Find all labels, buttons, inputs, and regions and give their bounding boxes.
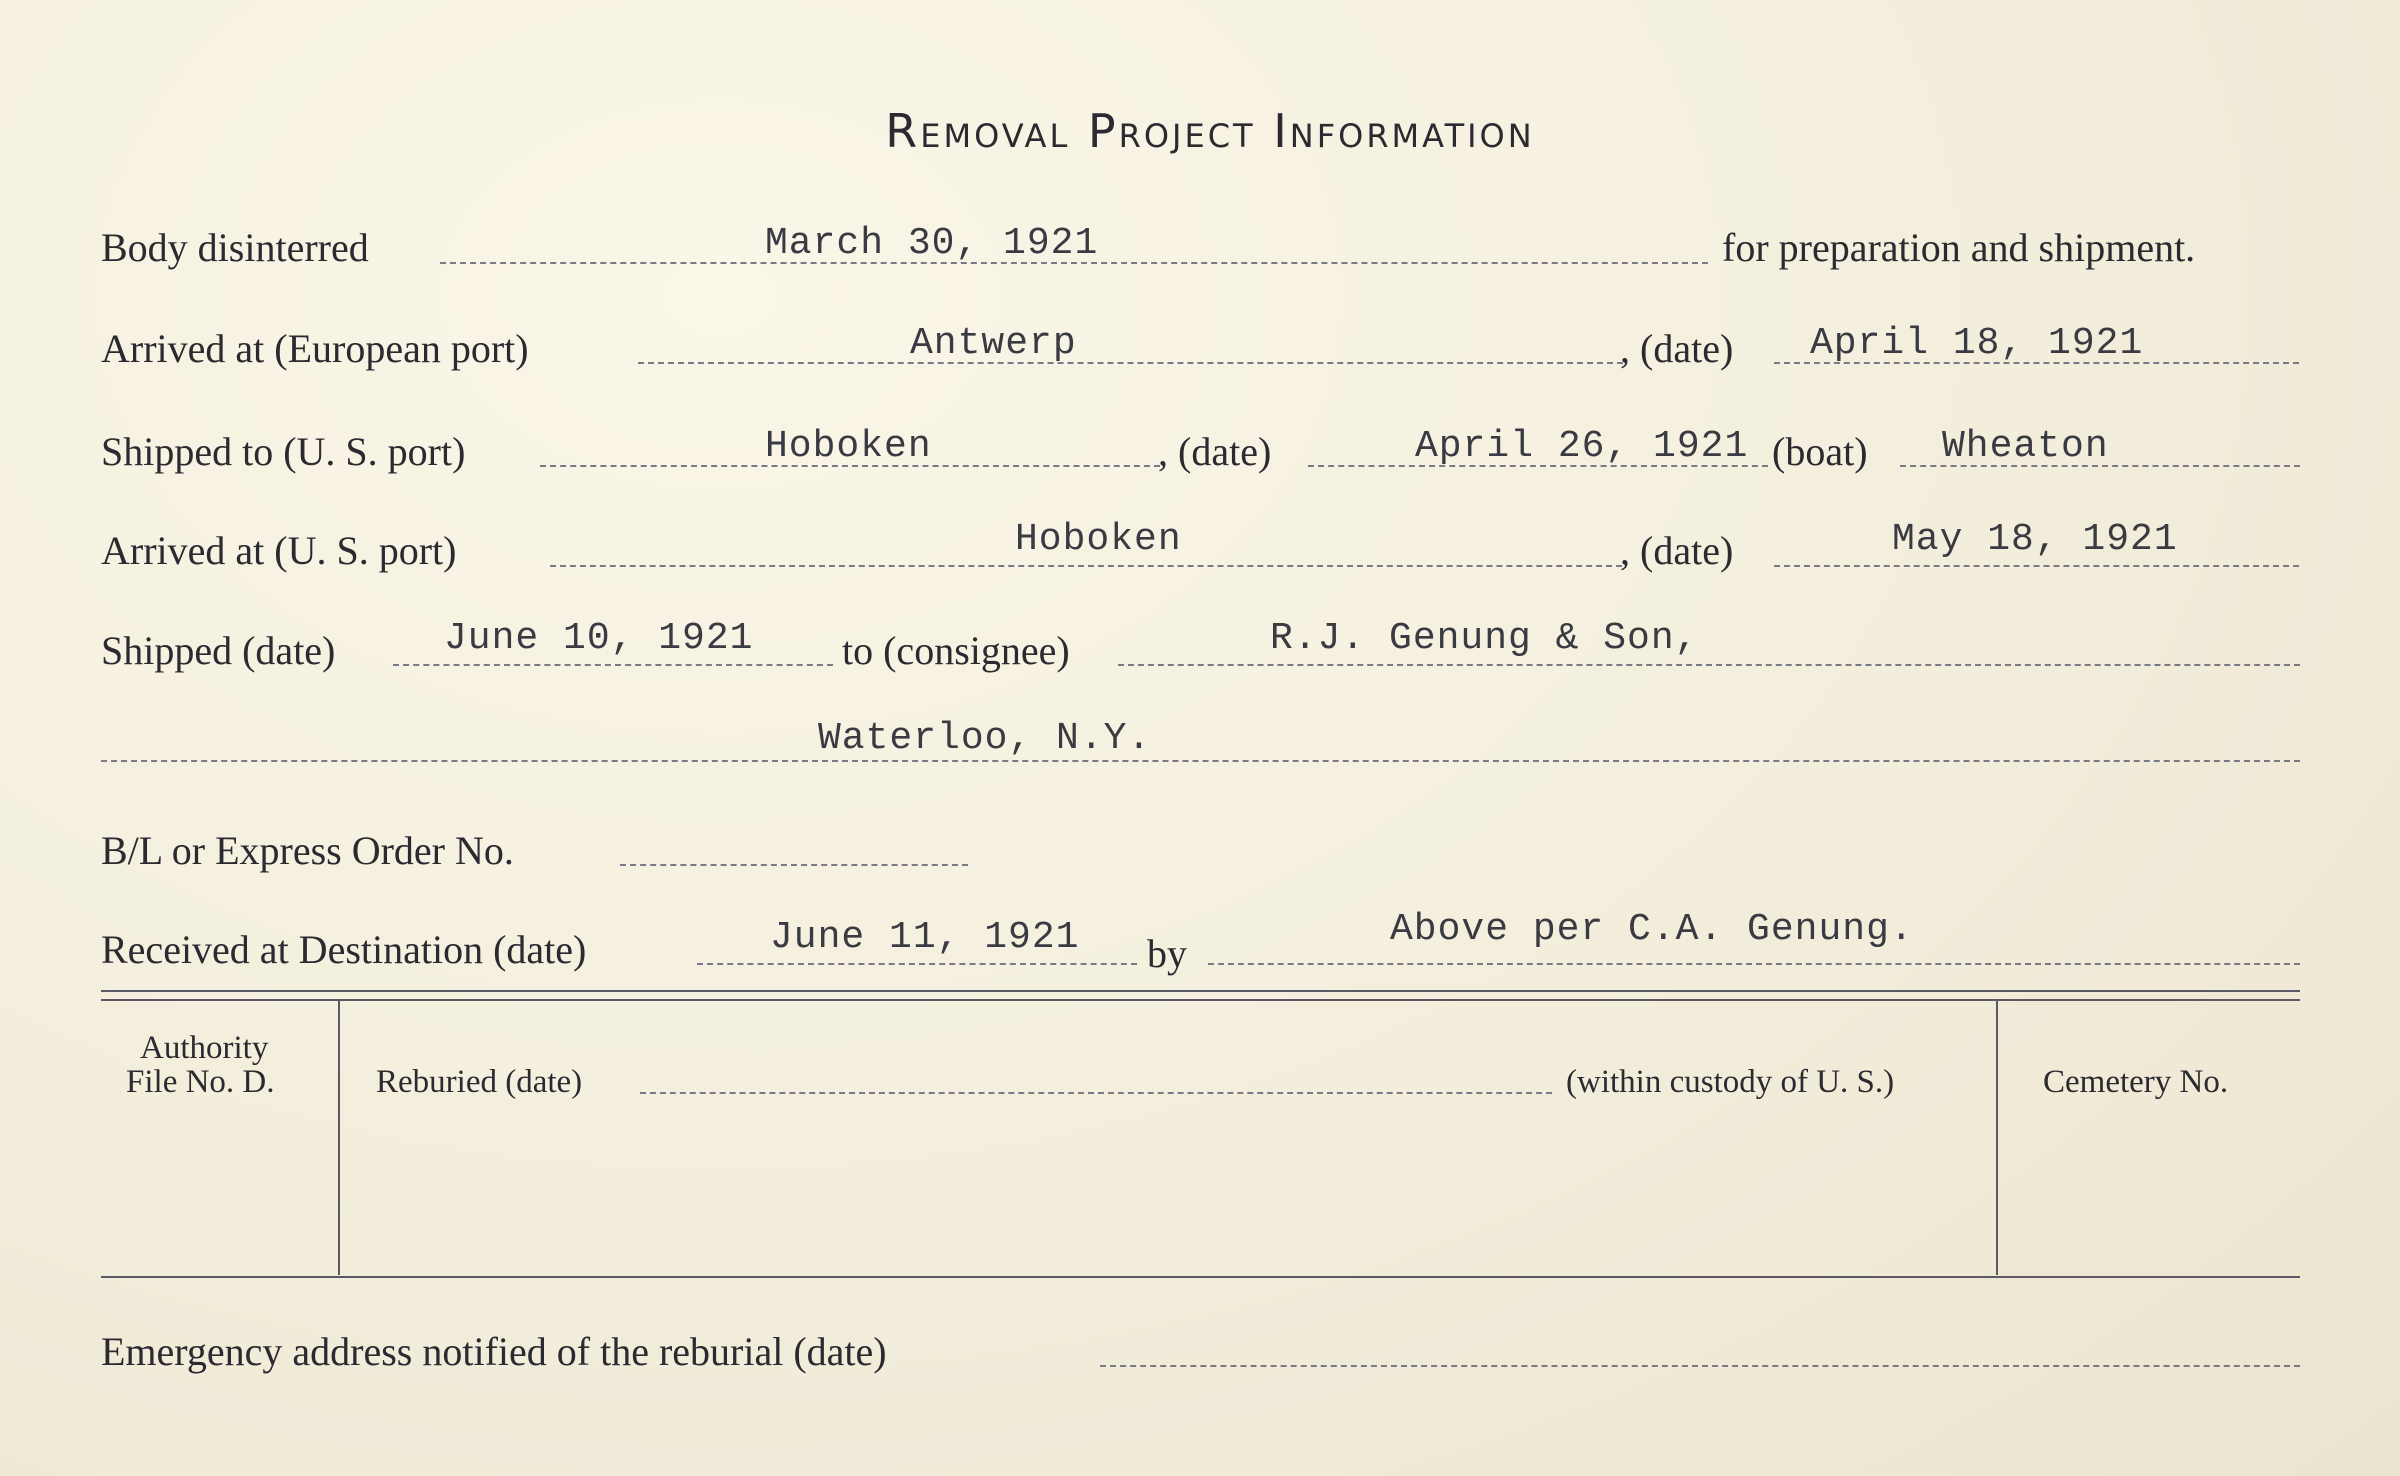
arrived-us-date-line: [1774, 565, 2299, 567]
emergency-line: [1100, 1365, 2300, 1367]
box-top-rule-1: [101, 990, 2300, 992]
box-top-rule-2: [101, 999, 2300, 1001]
authority-label-1: Authority: [140, 1030, 269, 1066]
shipped-us-port: Hoboken: [765, 425, 932, 468]
authority-label-2: File No. D.: [126, 1064, 275, 1100]
received-by-line: [1208, 963, 2300, 965]
received-date-line: [697, 963, 1137, 965]
address-line: [101, 760, 2300, 762]
card-title: Removal Project Information: [885, 104, 1535, 158]
disinterred-suffix: for preparation and shipment.: [1722, 225, 2196, 270]
reburied-line: [640, 1092, 1552, 1094]
shipped-label: Shipped (date): [101, 628, 336, 673]
received-date: June 11, 1921: [770, 916, 1080, 959]
cemetery-label: Cemetery No.: [2043, 1064, 2229, 1100]
disinterred-value: March 30, 1921: [765, 222, 1099, 265]
received-by: Above per C.A. Genung.: [1390, 908, 1914, 951]
arrived-us-line: [550, 565, 1622, 567]
shipped-date: June 10, 1921: [444, 617, 754, 660]
boat-label: (boat): [1772, 429, 1868, 474]
emergency-label: Emergency address notified of the reburial (date): [101, 1329, 887, 1374]
consignee-address: Waterloo, N.Y.: [818, 717, 1152, 760]
shipped-date-line: [393, 664, 833, 666]
received-by-label: by: [1147, 931, 1187, 976]
bl-line: [620, 864, 968, 866]
disinterred-label: Body disinterred: [101, 225, 369, 270]
arrived-europe-line: [638, 362, 1623, 364]
shipped-us-label: Shipped to (U. S. port): [101, 429, 466, 474]
arrived-europe-date-label: , (date): [1620, 326, 1734, 371]
box-divider-left: [338, 1001, 340, 1275]
arrived-europe-label: Arrived at (European port): [101, 326, 529, 371]
shipped-us-date-label: , (date): [1158, 429, 1272, 474]
arrived-us-port: Hoboken: [1015, 518, 1182, 561]
received-label: Received at Destination (date): [101, 927, 587, 972]
box-divider-right: [1996, 1001, 1998, 1275]
arrived-us-date: May 18, 1921: [1892, 518, 2178, 561]
consignee-label: to (consignee): [842, 628, 1070, 673]
reburied-label: Reburied (date): [376, 1064, 583, 1100]
bl-label: B/L or Express Order No.: [101, 828, 514, 873]
arrived-europe-port: Antwerp: [910, 322, 1077, 365]
shipped-us-date: April 26, 1921: [1415, 425, 1749, 468]
consignee-line: [1118, 664, 2300, 666]
arrived-us-date-label: , (date): [1620, 528, 1734, 573]
boat-value: Wheaton: [1942, 425, 2109, 468]
box-bottom-rule: [101, 1276, 2300, 1278]
arrived-us-label: Arrived at (U. S. port): [101, 528, 457, 573]
custody-label: (within custody of U. S.): [1566, 1064, 1895, 1100]
consignee-value: R.J. Genung & Son,: [1270, 617, 1699, 660]
arrived-europe-date: April 18, 1921: [1810, 322, 2144, 365]
